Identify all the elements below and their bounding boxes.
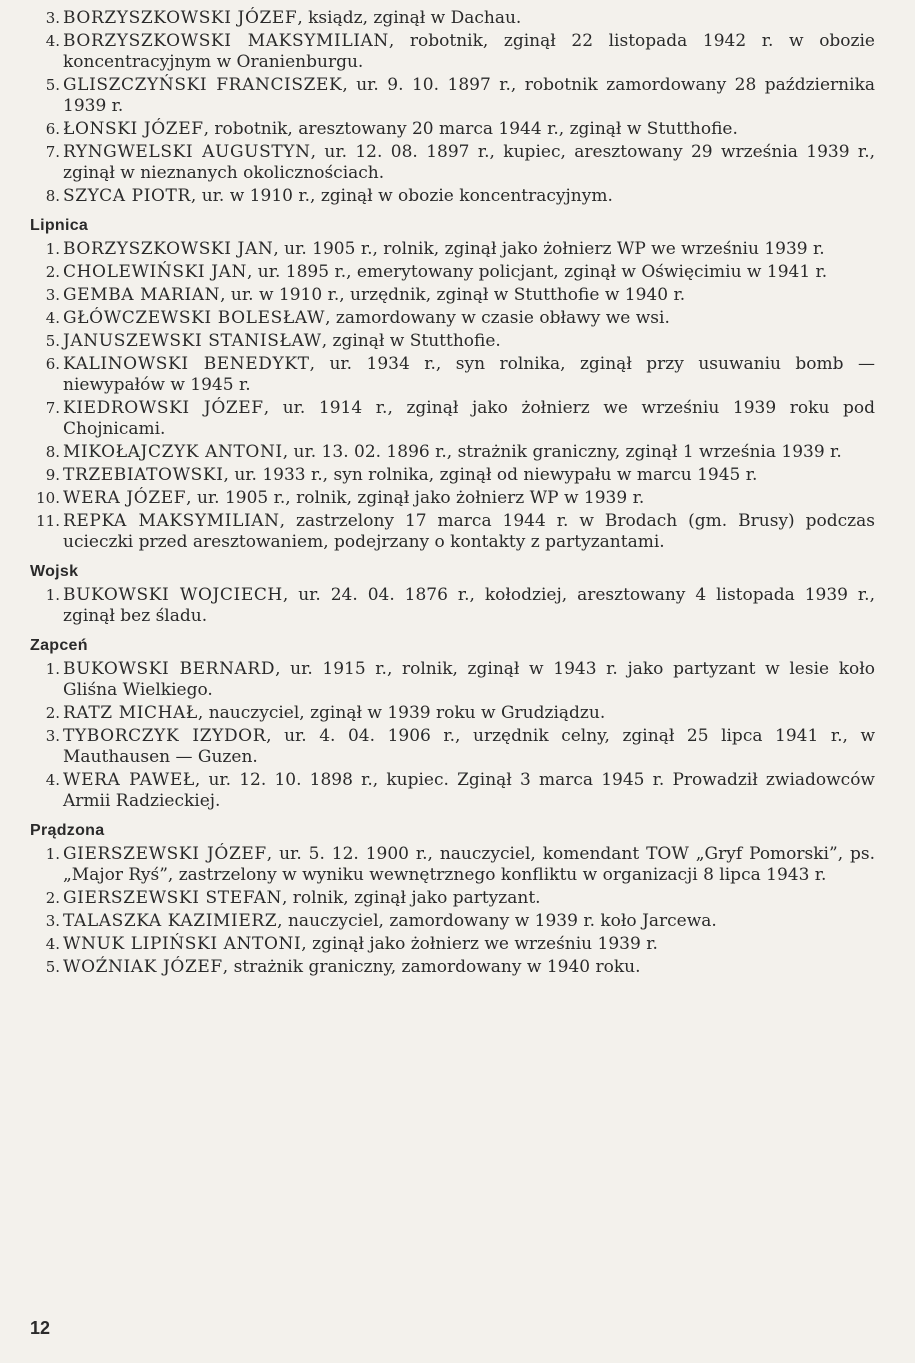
section [30, 563, 875, 627]
list-item [30, 75, 875, 117]
list-item [30, 844, 875, 886]
entry-number: 7. [45, 143, 60, 161]
section-title: Zapceń [30, 637, 88, 654]
entry-number: 10. [36, 489, 60, 507]
person-name: SZYCA PIOTR [63, 186, 191, 206]
entry-number: 5. [45, 76, 60, 94]
person-name: WOŹNIAK JÓZEF [63, 957, 223, 977]
person-name: RATZ MICHAŁ [63, 703, 198, 723]
entry-text: , ur. w 1910 r., zginął w obozie koncentracyjnym. [190, 186, 613, 206]
entry-number: 1. [45, 845, 60, 863]
entry-text: , zamordowany w czasie obławy we wsi. [325, 308, 670, 328]
section-title: Wojsk [30, 563, 79, 580]
person-name: WERA PAWEŁ [63, 770, 195, 790]
person-name: TRZEBIATOWSKI [63, 465, 224, 485]
entry-text: , ur. 12. 10. 1898 r., kupiec. Zginął 3 marca 1945 r. Prowadził zwiadowców Armii Radzieckiej. [63, 770, 875, 811]
entry-text: , zastrzelony 17 marca 1944 r. w Brodach (gm. Brusy) podczas ucieczki przed aresztowaniem, podejrzany o kontakty z partyzantami. [63, 511, 875, 552]
person-name: KIEDROWSKI JÓZEF [63, 398, 264, 418]
entry-text: , ur. 1915 r., rolnik, zginął w 1943 r. jako partyzant w lesie koło Gliśna Wielkiego. [63, 659, 876, 700]
list-item [30, 703, 875, 724]
list-item [30, 398, 875, 440]
list-item [30, 239, 875, 260]
entry-text: , ur. 5. 12. 1900 r., nauczyciel, komendant TOW „Gryf Pomorski”, ps. „Major Ryś”, zastrzelony w wyniku wewnętrznego konfliktu w organizacji 8 lipca 1943 r. [63, 844, 876, 885]
entry-number: 6. [45, 355, 60, 373]
list-item [30, 354, 875, 396]
list-item [30, 488, 875, 509]
entry-number: 8. [45, 187, 60, 205]
entry-text: , nauczyciel, zginął w 1939 roku w Grudziądzu. [197, 703, 606, 723]
entry-text: , nauczyciel, zamordowany w 1939 r. koło Jarcewa. [277, 911, 717, 931]
entry-number: 8. [45, 443, 60, 461]
list-item [30, 308, 875, 329]
person-name: RYNGWELSKI AUGUSTYN [63, 142, 311, 162]
list-item [30, 186, 875, 207]
entry-number: 9. [45, 466, 60, 484]
entry-text: , ur. 1905 r., rolnik, zginął jako żołnierz WP w 1939 r. [186, 488, 645, 508]
person-name: GIERSZEWSKI JÓZEF [63, 844, 267, 864]
entry-text: , zginął jako żołnierz we wrześniu 1939 r. [301, 934, 658, 954]
entry-number: 2. [45, 263, 60, 281]
entry-text: , ur. 4. 04. 1906 r., urzędnik celny, zginął 25 lipca 1941 r., w Mauthausen — Guzen. [63, 726, 875, 767]
entry-text: , ur. 13. 02. 1896 r., strażnik graniczny, zginął 1 września 1939 r. [282, 442, 842, 462]
entry-text: , ur. 12. 08. 1897 r., kupiec, aresztowany 29 września 1939 r., zginął w nieznanych okolicznościach. [63, 142, 876, 183]
person-name: GLISZCZYŃSKI FRANCISZEK [63, 75, 343, 95]
person-name: GŁÓWCZEWSKI BOLESŁAW [63, 308, 326, 328]
entry-text: , robotnik, aresztowany 20 marca 1944 r., zginął w Stutthofie. [203, 119, 738, 139]
entry-number: 5. [45, 958, 60, 976]
entry-text: , ur. 1905 r., rolnik, zginął jako żołnierz WP we wrześniu 1939 r. [273, 239, 825, 259]
entry-number: 3. [45, 912, 60, 930]
list-item [30, 659, 875, 701]
entry-text: , strażnik graniczny, zamordowany w 1940 roku. [222, 957, 641, 977]
person-name: MIKOŁAJCZYK ANTONI [63, 442, 283, 462]
section [30, 8, 875, 207]
list-item [30, 285, 875, 306]
entry-number: 4. [45, 309, 60, 327]
list-item [30, 511, 875, 553]
person-name: CHOLEWIŃSKI JAN [63, 262, 247, 282]
list-item [30, 442, 875, 463]
entry-text: , robotnik, zginął 22 listopada 1942 r. w obozie koncentracyjnym w Oranienburgu. [63, 31, 875, 72]
entry-number: 4. [45, 32, 60, 50]
person-name: KALINOWSKI BENEDYKT [63, 354, 310, 374]
list-item [30, 31, 875, 73]
person-name: ŁONSKI JÓZEF [63, 119, 204, 139]
entry-text: , ur. 1914 r., zginął jako żołnierz we wrześniu 1939 roku pod Chojnicami. [63, 398, 875, 439]
section [30, 217, 875, 553]
list-item [30, 911, 875, 932]
entry-text: , ur. 1895 r., emerytowany policjant, zginął w Oświęcimiu w 1941 r. [246, 262, 828, 282]
person-name: BORZYSZKOWSKI MAKSYMILIAN [63, 31, 389, 51]
person-name: WERA JÓZEF [63, 488, 187, 508]
entry-text: , zginął w Stutthofie. [321, 331, 501, 351]
entry-number: 4. [45, 935, 60, 953]
section [30, 637, 875, 812]
entry-text: , ur. 1934 r., syn rolnika, zginął przy usuwaniu bomb — niewypałów w 1945 r. [63, 354, 875, 395]
person-name: BORZYSZKOWSKI JAN [63, 239, 274, 259]
entry-text: , ur. 9. 10. 1897 r., robotnik zamordowany 28 października 1939 r. [63, 75, 876, 116]
entry-text: , ur. 1933 r., syn rolnika, zginął od niewypału w marcu 1945 r. [223, 465, 758, 485]
entry-text: , ksiądz, zginął w Dachau. [297, 8, 522, 28]
entry-number: 6. [45, 120, 60, 138]
entry-number: 5. [45, 332, 60, 350]
list-item [30, 585, 875, 627]
entry-number: 1. [45, 586, 60, 604]
list-item [30, 331, 875, 352]
list-item [30, 142, 875, 184]
person-name: BUKOWSKI BERNARD [63, 659, 276, 679]
list-item [30, 262, 875, 283]
entry-text: , ur. 24. 04. 1876 r., kołodziej, aresztowany 4 listopada 1939 r., zginął bez śladu. [63, 585, 875, 626]
person-name: WNUK LIPIŃSKI ANTONI [63, 934, 302, 954]
list-item [30, 888, 875, 909]
person-name: GIERSZEWSKI STEFAN [63, 888, 282, 908]
entry-text: , ur. w 1910 r., urzędnik, zginął w Stutthofie w 1940 r. [220, 285, 686, 305]
list-item [30, 934, 875, 955]
entry-number: 1. [45, 660, 60, 678]
section-title: Prądzona [30, 822, 105, 839]
document-body [30, 8, 875, 978]
person-name: TYBORCZYK IZYDOR [63, 726, 267, 746]
entry-number: 2. [45, 704, 60, 722]
entry-text: , rolnik, zginął jako partyzant. [281, 888, 541, 908]
entry-number: 4. [45, 771, 60, 789]
list-item [30, 119, 875, 140]
person-name: GEMBA MARIAN [63, 285, 221, 305]
person-name: BUKOWSKI WOJCIECH [63, 585, 283, 605]
list-item [30, 8, 875, 29]
person-name: JANUSZEWSKI STANISŁAW [63, 331, 322, 351]
person-name: BORZYSZKOWSKI JÓZEF [63, 8, 298, 28]
entry-number: 1. [45, 240, 60, 258]
person-name: REPKA MAKSYMILIAN [63, 511, 280, 531]
list-item [30, 770, 875, 812]
section [30, 822, 875, 978]
entry-number: 3. [45, 9, 60, 27]
entry-number: 3. [45, 727, 60, 745]
list-item [30, 726, 875, 768]
list-item [30, 465, 875, 486]
entry-number: 11. [36, 512, 60, 530]
section-title: Lipnica [30, 217, 89, 234]
person-name: TALASZKA KAZIMIERZ [63, 911, 278, 931]
entry-number: 2. [45, 889, 60, 907]
list-item [30, 957, 875, 978]
entry-number: 3. [45, 286, 60, 304]
page-number: 12 [30, 1318, 51, 1338]
entry-number: 7. [45, 399, 60, 417]
